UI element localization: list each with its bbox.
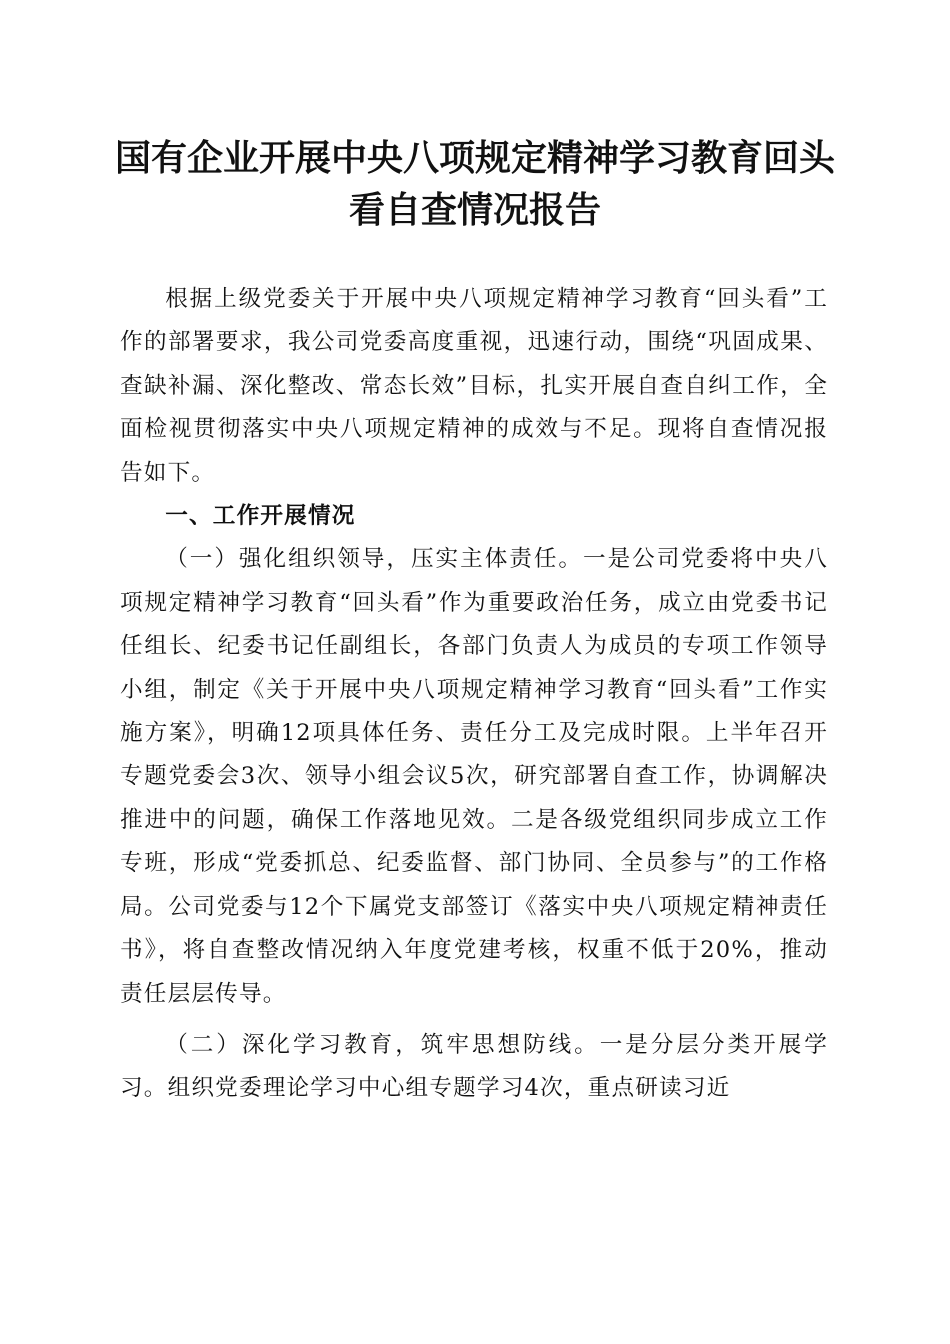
document-body — [120, 278, 828, 1111]
title-line-2: 看自查情况报告 — [348, 190, 601, 231]
section-heading-1: 一、工作开展情况 — [165, 503, 356, 530]
intro-paragraph: 根据上级党委关于开展中央八项规定精神学习教育“回头看”工作的部署要求，我公司党委高度重视，迅速行动，围绕“巩固成果、查缺补漏、深化整改、常态长效”目标，扎实开展自查自纠工作，全面检视贯彻落实中央八项规定精神的成效与不足。现将自查情况报告如下。 — [120, 286, 828, 486]
document-title — [110, 133, 840, 237]
title-line-1: 国有企业开展中央八项规定精神学习教育回头 — [114, 138, 835, 179]
section-1-item-2: （二）深化学习教育，筑牢思想防线。一是分层分类开展学习。组织党委理论学习中心组专题学习4次，重点研读习近 — [120, 1031, 828, 1102]
section-1-item-1: （一）强化组织领导，压实主体责任。一是公司党委将中央八项规定精神学习教育“回头看”作为重要政治任务，成立由党委书记任组长、纪委书记任副组长，各部门负责人为成员的专项工作领导小组，制定《关于开展中央八项规定精神学习教育“回头看”工作实施方案》，明确12项具体任务、责任分工及完成时限。上半年召开专题党委会3次、领导小组会议5次，研究部署自查工作，协调解决推进中的问题，确保工作落地见效。二是各级党组织同步成立工作专班，形成“党委抓总、纪委监督、部门协同、全员参与”的工作格局。公司党委与12个下属党支部签订《落实中央八项规定精神责任书》，将自查整改情况纳入年度党建考核，权重不低于20%，推动责任层层传导。 — [120, 546, 828, 1007]
paragraph-gap — [120, 1016, 828, 1024]
